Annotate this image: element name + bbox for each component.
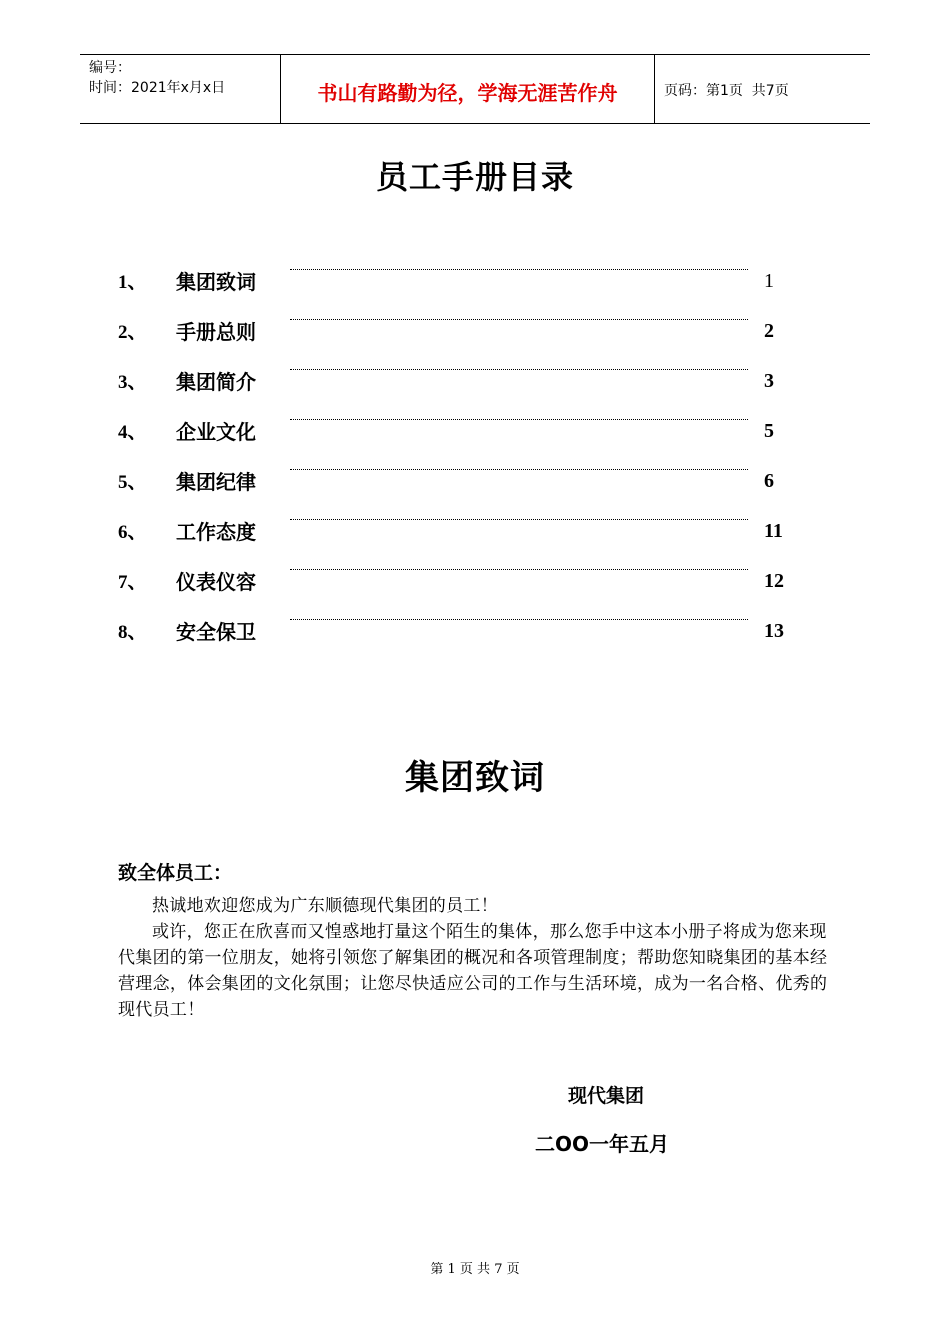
toc-item-label: 仪表仪容 [176, 569, 256, 594]
toc-item-number: 3、 [118, 371, 147, 393]
toc-item-page: 12 [764, 570, 784, 592]
toc-item-label: 安全保卫 [176, 619, 256, 644]
body-text [118, 893, 838, 1023]
toc-dot-leader [290, 319, 748, 320]
toc-item[interactable] [118, 255, 798, 305]
toc-dot-leader [290, 419, 748, 420]
table-of-contents [118, 255, 798, 655]
toc-item-label: 集团纪律 [176, 469, 256, 494]
section-title: 集团致词 [405, 758, 545, 798]
code-label: 编号： [89, 60, 131, 76]
toc-title: 员工手册目录 [375, 158, 574, 196]
toc-item-number: 4、 [118, 421, 147, 443]
header-motto: 书山有路勤为径，学海无涯苦作舟 [281, 55, 655, 123]
greeting: 致全体员工： [118, 862, 233, 884]
time-label: 时间：2021年x月x日 [89, 80, 226, 96]
header-meta [80, 55, 281, 123]
toc-item-number: 1、 [118, 271, 147, 293]
page-info-text: 页码：第1页 共7页 [664, 83, 789, 99]
toc-item[interactable] [118, 405, 798, 455]
toc-item[interactable] [118, 505, 798, 555]
toc-dot-leader [290, 519, 748, 520]
toc-dot-leader [290, 369, 748, 370]
toc-dot-leader [290, 619, 748, 620]
toc-item-page: 2 [764, 320, 774, 342]
toc-item[interactable] [118, 605, 798, 655]
toc-item-number: 6、 [118, 521, 147, 543]
signature-organization: 现代集团 [568, 1085, 645, 1107]
toc-item[interactable] [118, 555, 798, 605]
toc-item-label: 集团简介 [176, 369, 256, 394]
toc-item-label: 集团致词 [176, 269, 256, 294]
paragraph: 或许，您正在欣喜而又惶惑地打量这个陌生的集体，那么您手中这本小册子将成为您来现代集团的第一位朋友，她将引领您了解集团的概况和各项管理制度；帮助您知晓集团的基本经营理念，体会集团的文化氛围；让您尽快适应公司的工作与生活环境，成为一名合格、优秀的现代员工！ [118, 922, 828, 1020]
toc-item-number: 8、 [118, 621, 147, 643]
toc-item-label: 手册总则 [176, 319, 256, 344]
toc-dot-leader [290, 269, 748, 270]
toc-item-number: 2、 [118, 321, 147, 343]
toc-dot-leader [290, 469, 748, 470]
toc-item-label: 工作态度 [176, 519, 256, 544]
toc-item-label: 企业文化 [176, 419, 256, 444]
paragraph: 热诚地欢迎您成为广东顺德现代集团的员工！ [152, 896, 498, 916]
toc-item[interactable] [118, 305, 798, 355]
toc-item-page: 11 [764, 520, 783, 542]
toc-item-page: 13 [764, 620, 784, 642]
page-footer [0, 1258, 950, 1277]
toc-item-page: 5 [764, 420, 774, 442]
toc-item-page: 1 [764, 270, 774, 292]
toc-item-page: 6 [764, 470, 774, 492]
header-page-info [655, 55, 870, 123]
toc-item-number: 7、 [118, 571, 147, 593]
page-header [80, 54, 870, 124]
toc-dot-leader [290, 569, 748, 570]
toc-item[interactable] [118, 355, 798, 405]
toc-item[interactable] [118, 455, 798, 505]
toc-item-number: 5、 [118, 471, 147, 493]
footer-page-number: 第 1 页 共 7 页 [430, 1262, 520, 1277]
signature-date: 二OO一年五月 [535, 1132, 670, 1156]
toc-item-page: 3 [764, 370, 774, 392]
